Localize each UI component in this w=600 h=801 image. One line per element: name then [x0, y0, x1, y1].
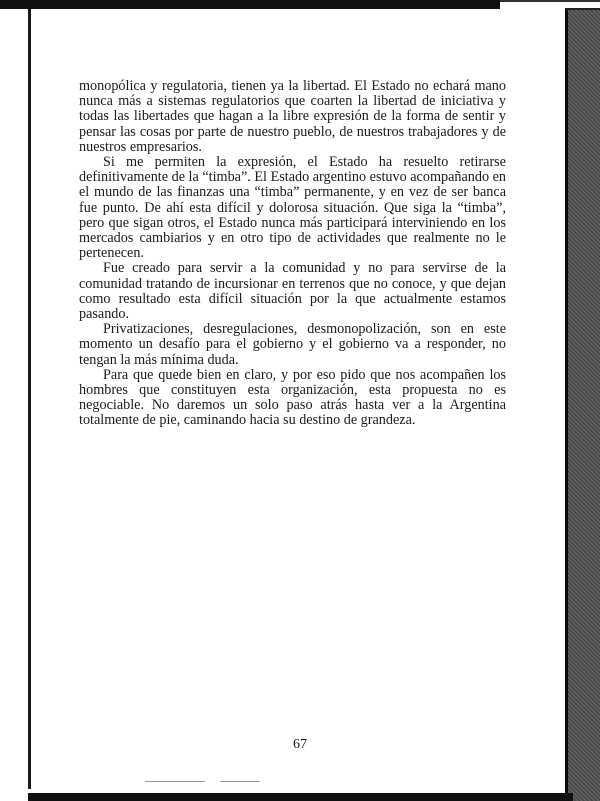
page-body	[79, 79, 506, 429]
scan-speck	[145, 781, 205, 782]
paragraph: Privatizaciones, desregulaciones, desmonopolización, son en este momento un desafío para el gobierno y el gobierno va a responder, no tengan la más mínima duda.	[79, 321, 506, 368]
page-number: 67	[293, 737, 307, 752]
scan-border-bottom	[28, 793, 573, 801]
paragraph: monopólica y regulatoria, tienen ya la libertad. El Estado no echará mano nunca más a sistemas regulatorios que coarten la libertad de iniciativa y todas las libertades que hagan a la libre expresión de la forma de sentir y pensar las cosas por parte de nuestro pueblo, de nuestros trabajadores y de nuestros empresarios.	[79, 78, 506, 155]
scan-border-top	[0, 0, 500, 9]
scan-border-left	[28, 9, 31, 789]
scan-border-top-right	[500, 0, 600, 2]
scan-speck	[220, 781, 260, 782]
paragraph: Fue creado para servir a la comunidad y no para servirse de la comunidad tratando de incursionar en terrenos que no conoce, y que dejan como resultado esta difícil situación por la que actualmente estamos pasando.	[79, 260, 506, 323]
scan-border-right	[568, 10, 600, 801]
paragraph: Si me permiten la expresión, el Estado ha resuelto retirarse definitivamente de la “timba”. El Estado argentino estuvo acompañando en el mundo de las finanzas una “timba” permanente, y en vez de ser banca fue punto. De ahí esta difícil y dolorosa situación. Que siga la “timba”, pero que sigan otros, el Estado nunca más participará interviniendo en los mercados cambiarios y en otro tipo de actividades que realmente no le pertenecen.	[79, 154, 506, 262]
paragraph: Para que quede bien en claro, y por eso pido que nos acompañen los hombres que constituyen esta organización, esta propuesta no es negociable. No daremos un solo paso atrás hasta ver a la Argentina totalmente de pie, caminando hacia su destino de grandeza.	[79, 366, 506, 429]
